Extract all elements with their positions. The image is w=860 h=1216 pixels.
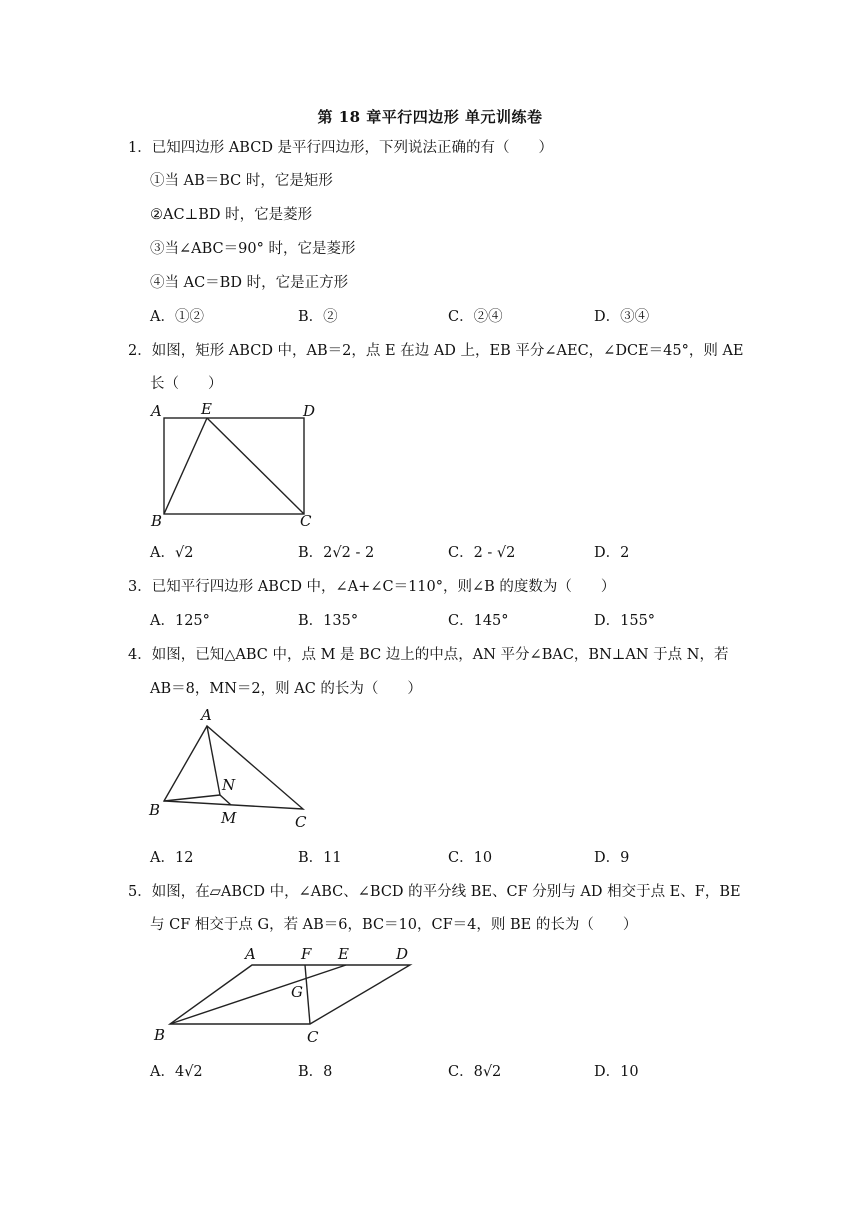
label-a: A bbox=[245, 945, 256, 963]
label-f: F bbox=[301, 945, 312, 963]
question-2-option-a: A．√2 bbox=[150, 545, 194, 561]
question-4-option-c: C．10 bbox=[448, 850, 493, 866]
question-3-option-b: B．135° bbox=[298, 613, 359, 629]
label-g: G bbox=[291, 983, 303, 1001]
question-2-option-d: D．2 bbox=[594, 545, 630, 561]
question-1-item-2: ②AC⊥BD 时，它是菱形 bbox=[150, 207, 313, 223]
label-m: M bbox=[221, 809, 237, 827]
question-5-stem-line-1: 5．如图，在▱ABCD 中，∠ABC、∠BCD 的平分线 BE、CF 分别与 AD 相交于点 E、F，BE bbox=[128, 884, 741, 900]
question-2-figure bbox=[145, 398, 335, 533]
question-1-item-3: ③当∠ABC＝90° 时，它是菱形 bbox=[150, 241, 356, 257]
question-4-stem-line-1: 4．如图，已知△ABC 中，点 M 是 BC 边上的中点，AN 平分∠BAC，BN⊥AN 于点 N，若 bbox=[128, 647, 729, 663]
question-4-figure bbox=[143, 702, 318, 832]
question-2-option-b: B．2√2 - 2 bbox=[298, 545, 375, 561]
label-b: B bbox=[149, 801, 161, 819]
question-1-option-c: C．②④ bbox=[448, 309, 503, 325]
question-1-item-1: ①当 AB＝BC 时，它是矩形 bbox=[150, 173, 333, 189]
question-4-stem-line-2: AB＝8，MN＝2，则 AC 的长为（ ） bbox=[150, 681, 422, 697]
label-c: C bbox=[300, 512, 312, 530]
label-b: B bbox=[151, 512, 163, 530]
question-3-option-c: C．145° bbox=[448, 613, 509, 629]
segment-be bbox=[170, 965, 346, 1024]
parallelogram-abcd bbox=[170, 965, 410, 1024]
label-c: C bbox=[295, 813, 307, 831]
question-4-option-b: B．11 bbox=[298, 850, 342, 866]
question-5-option-a: A．4√2 bbox=[150, 1064, 203, 1080]
segment-cf bbox=[305, 965, 310, 1024]
question-1-item-4: ④当 AC＝BD 时，它是正方形 bbox=[150, 275, 349, 291]
question-3-option-d: D．155° bbox=[594, 613, 656, 629]
question-3-option-a: A．125° bbox=[150, 613, 210, 629]
question-5-stem-line-2: 与 CF 相交于点 G，若 AB＝6，BC＝10，CF＝4，则 BE 的长为（ ） bbox=[150, 917, 638, 933]
label-e: E bbox=[201, 400, 212, 418]
label-c: C bbox=[307, 1028, 319, 1046]
question-2-option-c: C．2 - √2 bbox=[448, 545, 516, 561]
segment-eb bbox=[164, 418, 207, 514]
question-1-option-a: A．①② bbox=[150, 309, 204, 325]
page-title: 第 18 章平行四边形 单元训练卷 bbox=[317, 108, 543, 126]
question-2-stem-line-1: 2．如图，矩形 ABCD 中，AB＝2，点 E 在边 AD 上，EB 平分∠AEC，∠DCE＝45°，则 AE bbox=[128, 343, 744, 359]
label-n: N bbox=[222, 776, 236, 794]
label-a: A bbox=[201, 706, 212, 724]
label-b: B bbox=[154, 1026, 166, 1044]
question-1-option-d: D．③④ bbox=[594, 309, 650, 325]
question-5-option-c: C．8√2 bbox=[448, 1064, 502, 1080]
triangle-abc bbox=[164, 726, 303, 809]
label-d: D bbox=[396, 945, 409, 963]
question-4-option-a: A．12 bbox=[150, 850, 194, 866]
label-a: A bbox=[151, 402, 162, 420]
question-5-option-d: D．10 bbox=[594, 1064, 639, 1080]
segment-nm bbox=[220, 795, 231, 805]
label-d: D bbox=[303, 402, 316, 420]
question-4-option-d: D．9 bbox=[594, 850, 630, 866]
question-1-stem: 1．已知四边形 ABCD 是平行四边形，下列说法正确的有（ ） bbox=[128, 140, 554, 156]
question-3-stem: 3．已知平行四边形 ABCD 中，∠A+∠C＝110°，则∠B 的度数为（ ） bbox=[128, 579, 616, 595]
question-1-option-b: B．② bbox=[298, 309, 338, 325]
segment-ec bbox=[207, 418, 304, 514]
segment-bn bbox=[164, 795, 220, 801]
question-5-figure bbox=[145, 940, 420, 1048]
label-e: E bbox=[338, 945, 349, 963]
question-2-stem-line-2: 长（ ） bbox=[150, 376, 223, 392]
question-5-option-b: B．8 bbox=[298, 1064, 333, 1080]
